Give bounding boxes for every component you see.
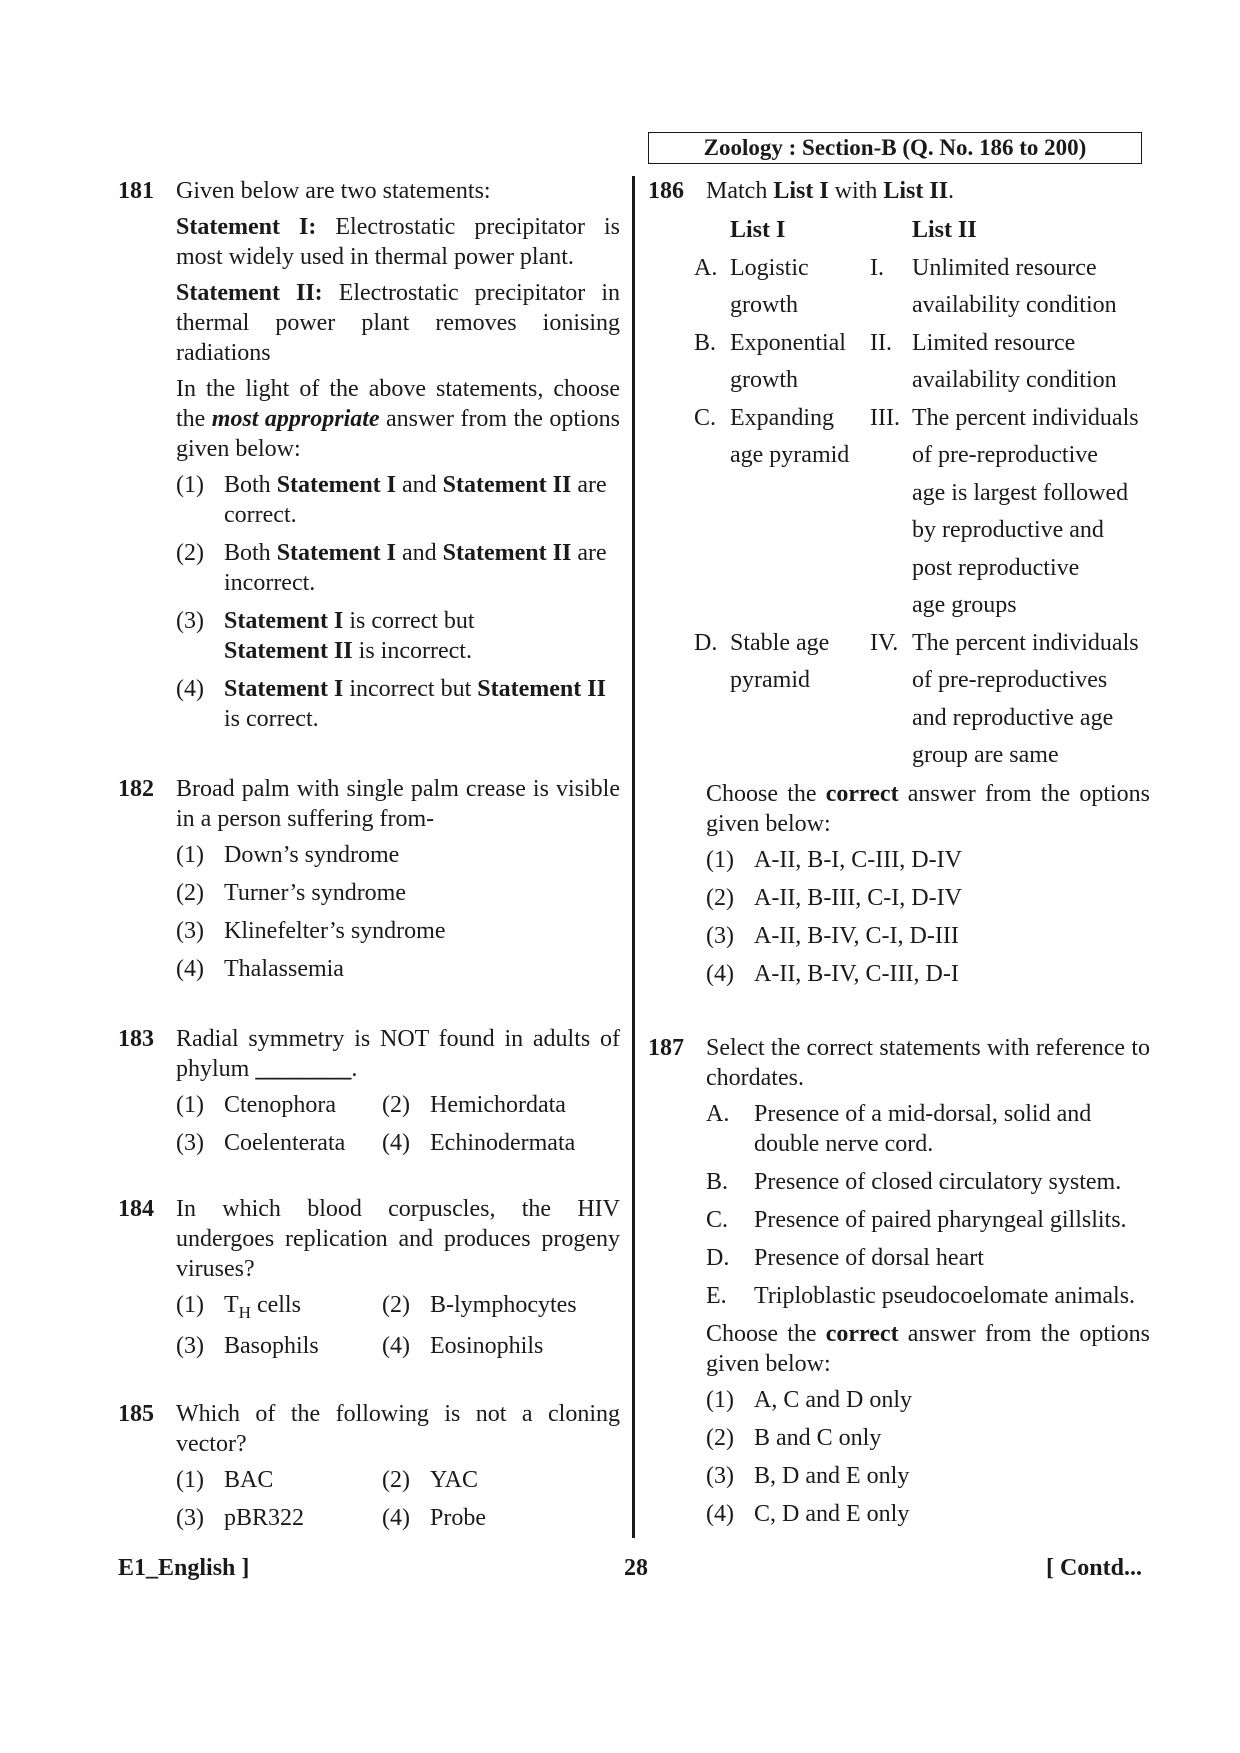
option-2[interactable]	[382, 1465, 620, 1495]
statement-a	[706, 1099, 1150, 1159]
option-text: T	[224, 1292, 239, 1318]
question-number: 181	[118, 178, 154, 204]
statement-text: Presence of closed circulatory system.	[754, 1168, 1122, 1195]
list-2-item: by reproductive and	[912, 517, 1104, 543]
option-bold: Statement II	[477, 676, 606, 702]
list-1-key	[694, 287, 730, 325]
statement-text: Presence of a mid-dorsal, solid and double nerve cord.	[754, 1100, 1092, 1157]
option-text: Both	[224, 472, 277, 498]
statement-2-label: Statement II:	[176, 280, 323, 306]
option-number: (4)	[706, 1500, 734, 1527]
option-number: (2)	[382, 1292, 410, 1318]
option-number: (4)	[176, 956, 204, 982]
question-text-bold: List II	[883, 178, 949, 204]
option-1[interactable]	[176, 840, 620, 870]
question-185	[118, 1399, 620, 1533]
option-text: A-II, B-IV, C-I, D-III	[754, 922, 959, 949]
list-2-item: availability condition	[912, 367, 1117, 393]
option-1[interactable]	[176, 1290, 382, 1323]
statement-text: Presence of dorsal heart	[754, 1244, 984, 1271]
option-text: Down’s syndrome	[224, 842, 400, 868]
list-2-item: The percent individuals	[912, 404, 1139, 431]
option-number: (1)	[176, 842, 204, 868]
list-1-item	[730, 512, 870, 550]
option-text: Basophils	[224, 1333, 319, 1360]
list-2-item: and reproductive age	[912, 704, 1114, 731]
option-number: (3)	[706, 922, 734, 949]
options-grid	[176, 1090, 620, 1158]
option-1[interactable]	[176, 470, 620, 530]
option-text: A-II, B-IV, C-III, D-I	[754, 960, 959, 987]
question-number: 184	[118, 1196, 154, 1222]
option-4[interactable]	[176, 954, 620, 984]
option-number: (1)	[176, 1467, 204, 1494]
statement-letter: C.	[706, 1206, 729, 1233]
question-184	[118, 1194, 620, 1361]
statement-letter: E.	[706, 1282, 727, 1309]
option-2[interactable]	[382, 1090, 620, 1120]
option-3[interactable]	[706, 1461, 1150, 1491]
option-text: and	[396, 540, 443, 566]
list-1-key	[694, 512, 730, 550]
question-text: Which of the following is not a cloning vector?	[176, 1401, 620, 1458]
statement-e	[706, 1281, 1150, 1311]
list-2-item: The percent individuals	[912, 629, 1139, 656]
option-2[interactable]	[176, 538, 620, 598]
list-1-key: C.	[694, 404, 717, 431]
list-1-item: Exponential	[730, 329, 846, 356]
question-text: Broad palm with single palm crease is visible in a person suffering from-	[176, 776, 620, 832]
option-1[interactable]	[176, 1090, 382, 1120]
question-number: 185	[118, 1401, 154, 1428]
statement-letter: D.	[706, 1244, 730, 1271]
option-bold: Statement I	[276, 472, 396, 498]
option-text: Probe	[430, 1505, 486, 1532]
option-number: (2)	[382, 1467, 410, 1494]
list-2-key: I.	[870, 254, 884, 281]
option-text: Echinodermata	[430, 1130, 576, 1156]
option-text: B and C only	[754, 1424, 882, 1451]
list-2-key	[870, 512, 912, 550]
option-number: (4)	[176, 676, 204, 702]
column-divider	[632, 176, 635, 1538]
right-column	[648, 176, 1150, 1537]
list-1-key	[694, 475, 730, 513]
option-2[interactable]	[706, 1423, 1150, 1453]
instruction-bold: correct	[825, 1320, 899, 1347]
instruction	[176, 374, 620, 464]
list-1-key: D.	[694, 629, 718, 656]
list-1-item: Expanding	[730, 404, 834, 431]
instruction-part: Choose the	[706, 780, 826, 807]
question-181	[118, 176, 620, 734]
question-number: 187	[648, 1034, 684, 1061]
list-2-item: age groups	[912, 592, 1017, 618]
question-text	[176, 1024, 620, 1084]
option-4[interactable]	[382, 1503, 620, 1533]
statement-1	[176, 212, 620, 272]
list-1-key	[694, 437, 730, 475]
option-text: Thalassemia	[224, 956, 344, 982]
question-text-end: .	[351, 1056, 358, 1082]
footer-contd: [ Contd...	[1045, 1555, 1142, 1581]
option-bold: Statement I	[224, 608, 344, 634]
option-number: (2)	[176, 880, 204, 906]
question-text: Select the correct statements with reference to chordates.	[706, 1034, 1150, 1091]
list-1-item: Logistic	[730, 254, 809, 281]
list-1-key	[694, 587, 730, 625]
option-text: C, D and E only	[754, 1500, 910, 1527]
list-1-key	[694, 362, 730, 400]
option-text: Coelenterata	[224, 1130, 346, 1156]
list-head-spacer	[694, 212, 730, 250]
option-text: cells	[250, 1292, 301, 1318]
option-bold: Statement II	[442, 540, 572, 566]
question-text-part: .	[948, 178, 955, 204]
question-text	[706, 176, 1150, 206]
option-3[interactable]	[706, 921, 1150, 951]
list-2-key	[870, 437, 912, 475]
match-list-table	[694, 212, 1150, 775]
instruction-part: answer from the options given below:	[706, 1320, 1150, 1377]
option-number: (1)	[176, 1092, 204, 1118]
option-number: (2)	[176, 540, 204, 566]
list-1-key	[694, 662, 730, 700]
list-2-item: of pre-reproductive	[912, 442, 1098, 468]
list-1-key	[694, 737, 730, 775]
section-header: Zoology : Section-B (Q. No. 186 to 200)	[648, 132, 1142, 164]
list-1-item: age pyramid	[730, 442, 850, 468]
option-1[interactable]	[706, 1385, 1150, 1415]
question-182	[118, 774, 620, 984]
option-bold: Statement II	[224, 638, 353, 664]
statement-c	[706, 1205, 1150, 1235]
option-text: Klinefelter’s syndrome	[224, 918, 446, 944]
list-2-item: Unlimited resource	[912, 254, 1097, 281]
list-2-key: III.	[870, 404, 900, 431]
option-number: (1)	[176, 1292, 204, 1318]
list-2-key	[870, 662, 912, 700]
question-text-bold: List I	[773, 178, 829, 204]
option-bold: Statement II	[442, 472, 572, 498]
option-number: (1)	[176, 472, 204, 498]
option-text: A-II, B-III, C-I, D-IV	[754, 884, 962, 911]
list-1-item	[730, 587, 870, 625]
list-head-spacer	[870, 212, 912, 250]
option-subscript: H	[238, 1303, 251, 1322]
statement-letter: A.	[706, 1100, 730, 1127]
option-text: Eosinophils	[430, 1333, 544, 1360]
option-text: YAC	[430, 1467, 479, 1494]
option-text: Both	[224, 540, 277, 566]
option-text: and	[396, 472, 443, 498]
list-2-header: List II	[912, 217, 977, 243]
option-text: is incorrect.	[352, 638, 472, 664]
option-number: (2)	[382, 1092, 410, 1118]
answer-blank: ________	[255, 1056, 352, 1082]
option-text: Turner’s syndrome	[224, 880, 407, 906]
list-2-item: post reproductive	[912, 554, 1080, 581]
statement-d	[706, 1243, 1150, 1273]
question-number: 186	[648, 178, 684, 204]
list-1-item: Stable age	[730, 629, 830, 656]
option-number: (2)	[706, 884, 734, 911]
list-1-header: List I	[730, 217, 786, 243]
option-number: (3)	[176, 918, 204, 944]
options-grid	[176, 1465, 620, 1533]
option-number: (4)	[382, 1130, 410, 1156]
option-3[interactable]	[176, 916, 620, 946]
list-2-key: IV.	[870, 629, 899, 656]
statement-text: Triploblastic pseudocoelomate animals.	[754, 1282, 1136, 1309]
option-1[interactable]	[176, 1465, 382, 1495]
list-2-item: of pre-reproductives	[912, 667, 1108, 693]
list-2-key	[870, 737, 912, 775]
option-text: are correct.	[224, 472, 607, 528]
list-2-key	[870, 362, 912, 400]
option-number: (1)	[706, 846, 734, 873]
instruction-part: Choose the	[706, 1320, 826, 1347]
option-number: (3)	[176, 608, 204, 634]
instruction-part: answer from the options given below:	[176, 406, 620, 462]
option-text: are incorrect.	[224, 540, 607, 596]
option-text: A, C and D only	[754, 1386, 912, 1413]
list-1-item	[730, 737, 870, 775]
footer-paper-code: E1_English ]	[118, 1555, 250, 1581]
option-4[interactable]	[382, 1128, 620, 1158]
option-4[interactable]	[706, 959, 1150, 989]
list-2-item: group are same	[912, 742, 1059, 768]
option-4[interactable]	[382, 1331, 620, 1361]
question-186	[648, 176, 1150, 989]
statement-1-label: Statement I:	[176, 214, 317, 240]
option-1[interactable]	[706, 845, 1150, 875]
question-number: 183	[118, 1026, 154, 1052]
list-1-item: growth	[730, 292, 798, 318]
list-2-key	[870, 287, 912, 325]
option-number: (4)	[382, 1333, 410, 1360]
option-text: incorrect but	[343, 676, 478, 702]
list-2-item: availability condition	[912, 292, 1117, 318]
list-2-key	[870, 587, 912, 625]
option-2[interactable]	[706, 883, 1150, 913]
option-number: (3)	[176, 1333, 204, 1360]
question-text-part: with	[828, 178, 884, 204]
option-text: Ctenophora	[224, 1092, 336, 1118]
list-2-key	[870, 550, 912, 588]
option-2[interactable]	[382, 1290, 620, 1323]
statement-1-text: Electrostatic precipitator is most widely used in thermal power plant.	[176, 214, 620, 270]
statement-b	[706, 1167, 1150, 1197]
option-bold: Statement I	[224, 676, 344, 702]
option-text: B, D and E only	[754, 1462, 910, 1489]
option-text: is correct.	[224, 706, 319, 732]
question-text-part: Match	[706, 178, 774, 204]
statement-2	[176, 278, 620, 368]
option-number: (2)	[706, 1424, 734, 1451]
left-column	[118, 176, 620, 1533]
instruction-emphasis: most appropriate	[211, 406, 380, 432]
option-3[interactable]	[176, 1503, 382, 1533]
question-number: 182	[118, 776, 154, 802]
list-1-item: pyramid	[730, 667, 810, 693]
option-3[interactable]	[176, 1331, 382, 1361]
option-text: B-lymphocytes	[430, 1292, 577, 1318]
list-1-key	[694, 550, 730, 588]
list-1-key	[694, 700, 730, 738]
list-1-item: growth	[730, 367, 798, 393]
list-1-item	[730, 550, 870, 588]
option-number: (3)	[176, 1130, 204, 1156]
choose-instruction	[706, 779, 1150, 839]
option-2[interactable]	[176, 878, 620, 908]
option-number: (3)	[706, 1462, 734, 1489]
option-text: pBR322	[224, 1505, 305, 1532]
footer-page-number: 28	[624, 1555, 648, 1581]
statement-2-text: Electrostatic precipitator in thermal power plant removes ionising radiations	[176, 280, 620, 366]
question-text-part: Radial symmetry is NOT found in adults of phylum	[176, 1026, 620, 1082]
list-1-key: A.	[694, 254, 718, 281]
list-2-item: age is largest followed	[912, 479, 1129, 506]
question-183	[118, 1024, 620, 1158]
question-text: In which blood corpuscles, the HIV undergoes replication and produces progeny viruses?	[176, 1196, 620, 1282]
option-3[interactable]	[176, 606, 620, 666]
instruction-part: In the light of the above statements, choose the	[176, 376, 620, 432]
question-187	[648, 1033, 1150, 1529]
option-number: (4)	[382, 1505, 410, 1532]
options-grid	[176, 1290, 620, 1361]
list-1-item	[730, 475, 870, 513]
option-text: A-II, B-I, C-III, D-IV	[754, 846, 962, 873]
option-4[interactable]	[176, 674, 620, 734]
instruction-part: answer from the options given below:	[706, 780, 1150, 837]
question-text: Given below are two statements:	[176, 178, 491, 204]
choose-instruction	[706, 1319, 1150, 1379]
option-3[interactable]	[176, 1128, 382, 1158]
option-number: (1)	[706, 1386, 734, 1413]
option-bold: Statement I	[276, 540, 396, 566]
option-4[interactable]	[706, 1499, 1150, 1529]
option-number: (4)	[706, 960, 734, 987]
list-2-item: Limited resource	[912, 329, 1076, 356]
option-number: (3)	[176, 1505, 204, 1532]
list-2-key: II.	[870, 329, 892, 356]
list-1-item	[730, 700, 870, 738]
option-text: is correct but	[343, 608, 475, 634]
list-2-key	[870, 475, 912, 513]
option-text: Hemichordata	[430, 1092, 566, 1118]
list-2-key	[870, 700, 912, 738]
statement-letter: B.	[706, 1168, 729, 1195]
option-text: BAC	[224, 1467, 274, 1494]
statement-text: Presence of paired pharyngeal gillslits.	[754, 1206, 1127, 1233]
list-1-key: B.	[694, 329, 717, 356]
instruction-bold: correct	[825, 780, 899, 807]
